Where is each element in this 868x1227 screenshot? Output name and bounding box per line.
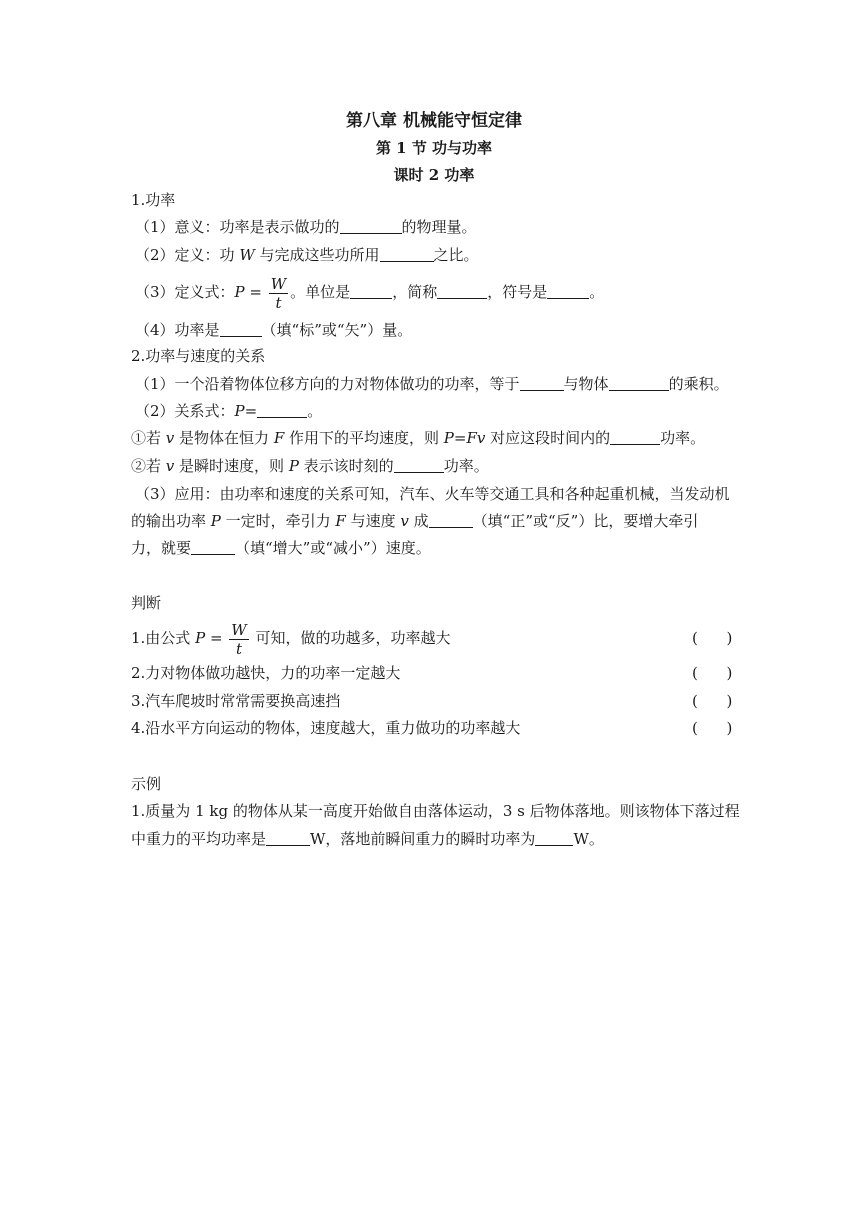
judge-item-2: 2.力对物体做功越快，力的功率一定越大 (131, 664, 401, 682)
fill-blank[interactable] (437, 283, 487, 299)
formula-P-Fv: P=Fv (443, 429, 486, 447)
text: （3）定义式： (135, 283, 235, 301)
fill-blank[interactable] (191, 539, 235, 555)
text: 是物体在恒力 (174, 429, 274, 447)
s1-line-1 (135, 217, 477, 237)
lesson-title: 课时 2 功率 (393, 166, 475, 184)
numerator: W (270, 274, 287, 293)
fill-blank[interactable] (547, 283, 589, 299)
fill-blank[interactable] (609, 375, 669, 391)
text: （1）意义：功率是表示做功的 (135, 218, 340, 236)
text: 功率。 (443, 457, 489, 475)
judge-item-4: 4.沿水平方向运动的物体，速度越大，重力做功的功率越大 (131, 719, 521, 737)
judge-title: 判断 (131, 594, 162, 612)
text: （2）定义：功 (135, 246, 240, 264)
fraction-W-over-t (269, 275, 288, 312)
text: （填“正”或“反”）比，要增大牵引 (472, 512, 699, 530)
text: （1）一个沿着物体位移方向的力对物体做功的功率，等于 (135, 375, 520, 393)
var-P: P (195, 629, 206, 647)
text: ②若 (131, 457, 166, 475)
text: （2）关系式： (135, 402, 235, 420)
fill-blank[interactable] (610, 429, 660, 445)
text: 表示该时刻的 (298, 457, 394, 475)
text: W。 (573, 830, 604, 848)
s2-line-3b (131, 511, 698, 531)
fill-blank[interactable] (394, 457, 444, 473)
s2-title: 2.功率与速度的关系 (131, 347, 266, 365)
fill-blank[interactable] (220, 321, 262, 337)
text: 的输出功率 (131, 512, 211, 530)
answer-paren-4[interactable]: ( ) (692, 719, 733, 737)
text: 力，就要 (131, 539, 192, 557)
text: 。 (307, 402, 323, 420)
equals: = (205, 629, 228, 647)
text: 的物理量。 (401, 218, 477, 236)
text: （4）功率是 (135, 321, 220, 339)
text: 一定时，牵引力 (220, 512, 336, 530)
denominator: t (235, 639, 243, 658)
var-v: v (400, 512, 409, 530)
text: 与完成这些功所用 (254, 246, 380, 264)
var-P: P (234, 283, 245, 301)
text: W，落地前瞬间重力的瞬时功率为 (310, 830, 536, 848)
var-P: P (234, 402, 245, 420)
text: ，简称 (392, 283, 438, 301)
var-F: F (335, 512, 346, 530)
text: 的乘积。 (668, 375, 729, 393)
var-v: v (165, 457, 175, 475)
s1-line-2 (135, 245, 479, 265)
text: （填“增大”或“减小”）速度。 (235, 539, 431, 557)
text: ，符号是 (487, 283, 548, 301)
text: 与速度 (345, 512, 401, 530)
fill-blank[interactable] (266, 830, 310, 846)
var-v: v (165, 429, 175, 447)
equals: = (244, 402, 258, 420)
var-P: P (288, 457, 299, 475)
fill-blank[interactable] (380, 246, 434, 262)
s2-case-1 (131, 428, 705, 448)
s1-line-3 (135, 270, 604, 314)
fill-blank[interactable] (429, 512, 473, 528)
example-line-2 (131, 829, 604, 849)
text: 可知，做的功越多，功率越大 (250, 629, 451, 647)
text: 成 (408, 512, 429, 530)
chapter-title: 第八章 机械能守恒定律 (346, 111, 522, 131)
equals: = (244, 283, 267, 301)
s1-title: 1.功率 (131, 191, 176, 209)
s2-line-2 (135, 401, 322, 421)
var-F: F (273, 429, 285, 447)
answer-paren-1[interactable]: ( ) (692, 629, 733, 647)
answer-paren-2[interactable]: ( ) (692, 664, 733, 682)
text: 。 (589, 283, 605, 301)
text: 与物体 (563, 375, 609, 393)
text: 。单位是 (290, 283, 351, 301)
text: 功率。 (660, 429, 706, 447)
denominator: t (275, 293, 282, 312)
text: 之比。 (433, 246, 479, 264)
judge-item-3: 3.汽车爬坡时常常需要换高速挡 (131, 692, 341, 710)
s1-line-4 (135, 320, 412, 340)
var-P: P (210, 512, 221, 530)
text: 对应这段时间内的 (485, 429, 611, 447)
s2-line-1 (135, 374, 729, 394)
fill-blank[interactable] (520, 375, 564, 391)
numerator: W (231, 620, 247, 639)
text: ①若 (131, 429, 166, 447)
text: （填“标”或“矢”）量。 (261, 321, 413, 339)
s2-line-3c (131, 538, 431, 558)
example-title: 示例 (131, 775, 162, 793)
text: 1.由公式 (131, 629, 196, 647)
judge-item-1 (131, 616, 451, 660)
fill-blank[interactable] (257, 402, 307, 418)
text: 中重力的平均功率是 (131, 830, 267, 848)
fill-blank[interactable] (350, 283, 392, 299)
fraction-W-over-t (229, 621, 248, 658)
text: 是瞬时速度，则 (174, 457, 289, 475)
answer-paren-3[interactable]: ( ) (692, 692, 733, 710)
fill-blank[interactable] (535, 830, 573, 846)
s2-case-2 (131, 456, 489, 476)
var-W: W (239, 246, 255, 264)
text: 作用下的平均速度，则 (284, 429, 444, 447)
section-title: 第 1 节 功与功率 (375, 139, 493, 157)
s2-line-3: （3）应用：由功率和速度的关系可知，汽车、火车等交通工具和各种起重机械，当发动机 (135, 485, 730, 503)
fill-blank[interactable] (340, 218, 402, 234)
example-line-1: 1.质量为 1 kg 的物体从某一高度开始做自由落体运动，3 s 后物体落地。则该物体下落过程 (131, 802, 740, 820)
